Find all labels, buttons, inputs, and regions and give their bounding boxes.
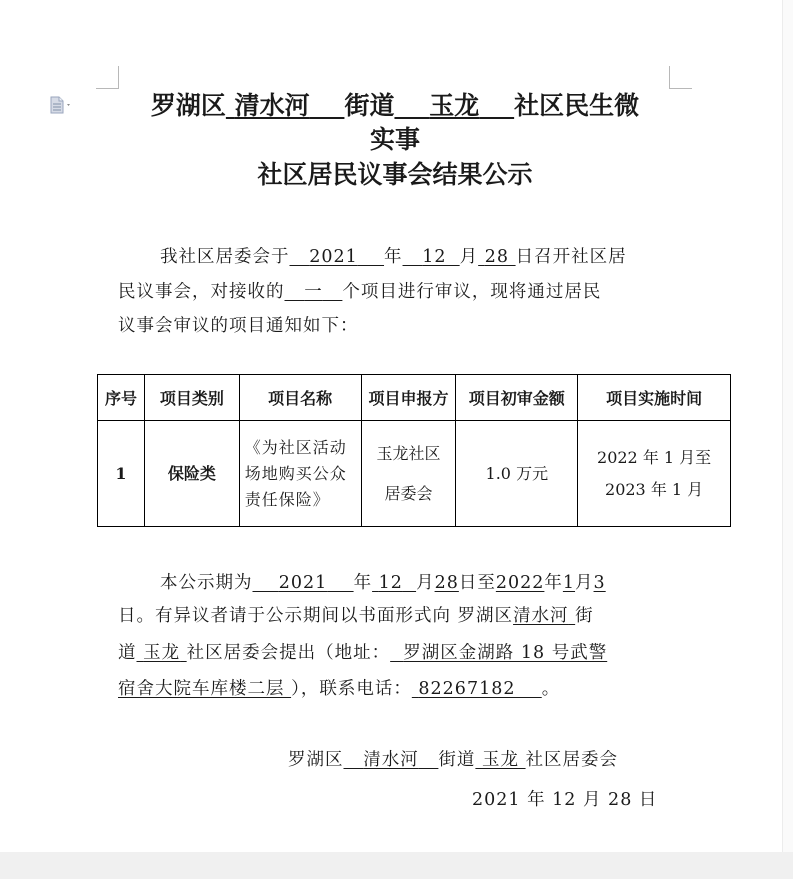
margin-corner-top-right bbox=[669, 66, 692, 89]
cell-name: 《为社区活动 场地购买公众 责任保险》 bbox=[239, 421, 361, 527]
header-category: 项目类别 bbox=[144, 375, 239, 421]
document-icon[interactable] bbox=[48, 96, 74, 114]
phone-number: 82267182 bbox=[418, 679, 516, 699]
project-table bbox=[97, 374, 731, 527]
header-name: 项目名称 bbox=[239, 375, 361, 421]
intro-line-3: 议事会审议的项目通知如下： bbox=[118, 316, 359, 336]
intro-line-2: 民议事会，对接收的 一 个项目进行审议，现将通过居民 bbox=[118, 282, 602, 302]
cell-no: 1 bbox=[98, 421, 145, 527]
margin-corner-top-left bbox=[96, 66, 119, 89]
page-bottom-gap bbox=[0, 852, 793, 879]
title-line-2: 实事 bbox=[369, 125, 420, 154]
title-line-3: 社区居民议事会结果公示 bbox=[257, 160, 533, 189]
notice-line-3: 道 玉龙 社区居委会提出（地址： 罗湖区金湖路 18 号武警 bbox=[118, 643, 608, 663]
project-count: 一 bbox=[304, 282, 323, 302]
signature-org: 罗湖区 清水河 街道 玉龙 社区居委会 bbox=[288, 750, 619, 770]
header-no: 序号 bbox=[98, 375, 145, 421]
vertical-scrollbar[interactable] bbox=[782, 0, 793, 852]
header-applicant: 项目申报方 bbox=[361, 375, 456, 421]
header-amount: 项目初审金额 bbox=[456, 375, 578, 421]
cell-category: 保险类 bbox=[144, 421, 239, 527]
chevron-down-icon bbox=[67, 104, 70, 106]
cell-applicant: 玉龙社区 居委会 bbox=[361, 421, 456, 527]
intro-line-1: 我社区居委会于 2021 年 12 月 28 日召开社区居 bbox=[160, 247, 627, 267]
meeting-year: 2021 bbox=[309, 247, 358, 267]
address: 宿舍大院车库楼二层 bbox=[118, 679, 285, 699]
notice-line-1: 本公示期为 2021 年 12 月28日至2022年1月3 bbox=[160, 573, 606, 593]
header-period: 项目实施时间 bbox=[578, 375, 731, 421]
signature-date: 2021 年 12 月 28 日 bbox=[472, 790, 658, 810]
notice-line-2: 日。有异议者请于公示期间以书面形式向 罗湖区清水河 街 bbox=[118, 606, 594, 626]
cell-amount: 1.0 万元 bbox=[456, 421, 578, 527]
table-row bbox=[98, 421, 731, 527]
meeting-day: 28 bbox=[484, 247, 509, 267]
notice-line-4: 宿舍大院车库楼二层 ），联系电话： 82267182 。 bbox=[118, 679, 561, 699]
title-line-1: 罗湖区 清水河 街道 玉龙 社区民生微 bbox=[150, 91, 640, 120]
meeting-month: 12 bbox=[422, 247, 447, 267]
title-community: 玉龙 bbox=[429, 91, 480, 120]
cell-period: 2022 年 1 月至 2023 年 1 月 bbox=[578, 421, 731, 527]
title-street: 清水河 bbox=[234, 91, 310, 120]
table-header-row bbox=[98, 375, 731, 421]
